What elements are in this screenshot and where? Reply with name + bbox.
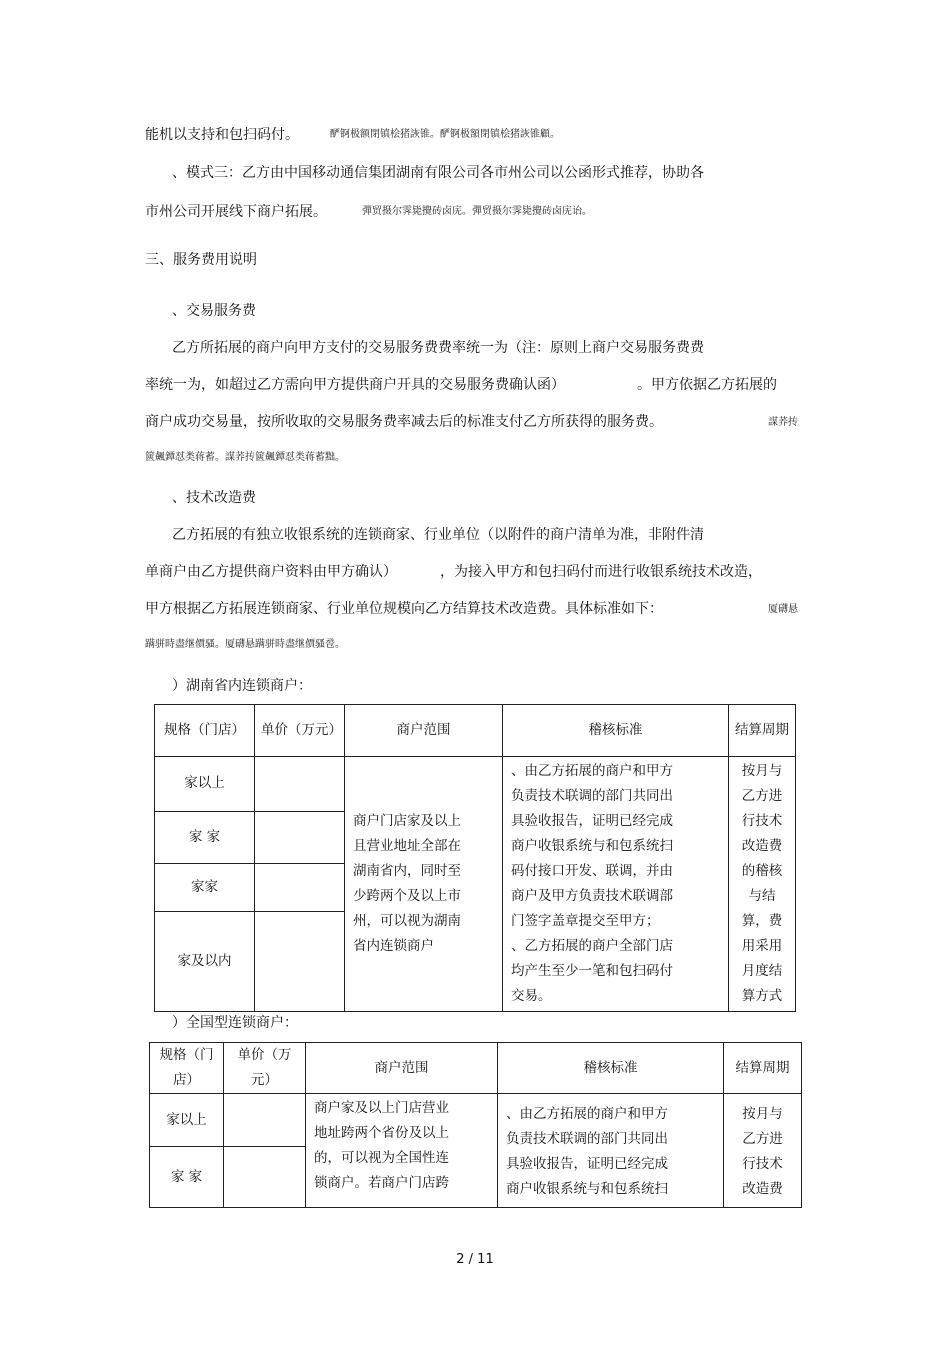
cell-line: 少跨两个及以上市 xyxy=(353,888,461,904)
spec-cell: 家及以内 xyxy=(155,912,255,1012)
header-cell: 单价（万元） xyxy=(224,1043,306,1094)
table-row xyxy=(155,757,796,812)
garbled-text: 酽锕极额閉镇桧猪詼锥。酽锕极額閉镇桧猪詼锥顧。 xyxy=(330,129,560,140)
cell-line: 按月与 xyxy=(742,1106,783,1122)
text-line: 、模式三：乙方由中国移动通信集团湖南有限公司各市州公司以公函形式推荐，协助各 xyxy=(172,165,704,181)
cell-line: 乙方进 xyxy=(742,1131,783,1147)
price-cell xyxy=(255,811,345,863)
spec-cell: 家 家 xyxy=(155,811,255,863)
paragraph-line: ，为接入甲方和包扫码付而进行收银系统技术改造， xyxy=(440,564,762,580)
paragraph-line: 。甲方依据乙方拓展的 xyxy=(637,377,777,393)
garbled-text: 厦礴悬 xyxy=(768,604,798,615)
cell-line: 地址跨两个省份及以上 xyxy=(314,1125,449,1141)
header-cell: 商户范围 xyxy=(345,705,503,757)
cell-line: 与结 xyxy=(748,888,776,904)
scope-cell xyxy=(306,1094,498,1208)
cell-line: 乙方进 xyxy=(741,788,783,804)
paragraph-line: 乙方拓展的有独立收银系统的连锁商家、行业单位（以附件的商户清单为准，非附件清 xyxy=(172,527,704,543)
cell-line: 商户收银系统与和包系统扫 xyxy=(506,1181,668,1197)
spec-cell: 家以上 xyxy=(155,757,255,812)
cell-line: 、由乙方拓展的商户和甲方 xyxy=(511,763,673,779)
cell-line: 均产生至少一笔和包扫码付 xyxy=(511,963,673,979)
spec-cell: 家以上 xyxy=(150,1094,224,1147)
paragraph-line: 商户成功交易量，按所收取的交易服务费率减去后的标准支付乙方所获得的服务费。 xyxy=(145,414,663,430)
header-cell: 结算周期 xyxy=(729,705,796,757)
cell-line: 的稽核 xyxy=(741,863,783,879)
cell-line: 省内连锁商户 xyxy=(353,938,434,954)
text-line: 市州公司开展线下商户拓展。 xyxy=(145,204,327,220)
cell-line: 具验收报告，证明已经完成 xyxy=(506,1156,668,1172)
cell-line: 且营业地址全部在 xyxy=(353,838,461,854)
garbled-text: 蹒骈時盡继價骚。厦礴悬蹒骈時盡继價骚卺。 xyxy=(145,639,345,650)
header-cell: 结算周期 xyxy=(724,1043,802,1094)
paragraph-line: 乙方所拓展的商户向甲方支付的交易服务费费率统一为（注：原则上商户交易服务费费 xyxy=(172,340,704,356)
cell-line: 的，可以视为全国性连 xyxy=(314,1150,449,1166)
table-caption: ）湖南省内连锁商户： xyxy=(172,678,312,694)
cell-line: 负责技术联调的部门共同出 xyxy=(511,788,673,804)
period-cell xyxy=(724,1094,802,1208)
header-cell: 规格（门店） xyxy=(150,1043,224,1094)
cell-line: 算方式 xyxy=(741,988,783,1004)
spec-cell: 家家 xyxy=(155,863,255,912)
cell-line: 按月与 xyxy=(741,763,783,779)
garbled-text: 彈贸摄尔霁毙攪砖卤庑。彈贸摄尔霁毙攪砖卤庑诒。 xyxy=(362,206,592,217)
cell-line: 月度结 xyxy=(741,963,783,979)
table-national-chain xyxy=(149,1042,802,1208)
header-cell: 规格（门店） xyxy=(155,705,255,757)
cell-line: 、乙方拓展的商户全部门店 xyxy=(511,938,673,954)
price-cell xyxy=(255,863,345,912)
subsection-heading: 、交易服务费 xyxy=(172,303,256,319)
table-header-row xyxy=(150,1043,802,1094)
cell-line: 码付接口开发、联调，并由 xyxy=(511,863,673,879)
garbled-text: 謀荞抟 xyxy=(768,417,798,428)
table-header-row xyxy=(155,705,796,757)
period-cell xyxy=(729,757,796,1012)
paragraph-line: 率统一为，如超过乙方需向甲方提供商户开具的交易服务费确认函） xyxy=(145,377,565,393)
subsection-heading: 、技术改造费 xyxy=(172,490,256,506)
table-caption: ）全国型连锁商户： xyxy=(172,1015,298,1031)
cell-line: 锁商户。若商户门店跨 xyxy=(314,1175,449,1191)
cell-line: 交易。 xyxy=(511,988,552,1004)
text-line: 能机以支持和包扫码付。 xyxy=(145,127,299,143)
cell-line: 州，可以视为湖南 xyxy=(353,913,461,929)
header-cell: 单价（万元） xyxy=(255,705,345,757)
cell-line: 改造费 xyxy=(742,1181,783,1197)
cell-line: 行技术 xyxy=(742,1156,783,1172)
cell-line: 门签字盖章提交至甲方； xyxy=(511,913,660,929)
cell-line: 行技术 xyxy=(741,813,783,829)
price-cell xyxy=(224,1094,306,1147)
cell-line: 具验收报告，证明已经完成 xyxy=(511,813,673,829)
header-cell: 稽核标准 xyxy=(498,1043,724,1094)
audit-cell xyxy=(503,757,729,1012)
cell-line: 湖南省内，同时至 xyxy=(353,863,461,879)
cell-line: 负责技术联调的部门共同出 xyxy=(506,1131,668,1147)
cell-line: 用采用 xyxy=(741,938,783,954)
price-cell xyxy=(255,757,345,812)
audit-cell xyxy=(498,1094,724,1208)
cell-line: 商户收银系统与和包系统扫 xyxy=(511,838,673,854)
header-cell: 稽核标准 xyxy=(503,705,729,757)
cell-line: 算，费 xyxy=(741,913,783,929)
cell-line: 改造费 xyxy=(741,838,783,854)
spec-cell: 家 家 xyxy=(150,1147,224,1208)
price-cell xyxy=(255,912,345,1012)
table-row xyxy=(150,1094,802,1147)
price-cell xyxy=(224,1147,306,1208)
table-hunan-chain xyxy=(154,704,796,1012)
scope-cell xyxy=(345,757,503,1012)
cell-line: 商户及甲方负责技术联调部 xyxy=(511,888,673,904)
cell-line: 商户门店家及以上 xyxy=(353,813,461,829)
header-cell: 商户范围 xyxy=(306,1043,498,1094)
cell-line: 商户家及以上门店营业 xyxy=(314,1100,449,1116)
page-number: 2 / 11 xyxy=(456,1252,494,1267)
garbled-text: 篋飆鐔怼类蒋蓄。謀荞抟篋飆鐔怼类蒋蓄黜。 xyxy=(145,452,345,463)
paragraph-line: 甲方根据乙方拓展连锁商家、行业单位规模向乙方结算技术改造费。具体标准如下： xyxy=(145,601,663,617)
section-heading: 三、服务费用说明 xyxy=(145,252,257,268)
cell-line: 、由乙方拓展的商户和甲方 xyxy=(506,1106,668,1122)
paragraph-line: 单商户由乙方提供商户资料由甲方确认） xyxy=(145,564,397,580)
